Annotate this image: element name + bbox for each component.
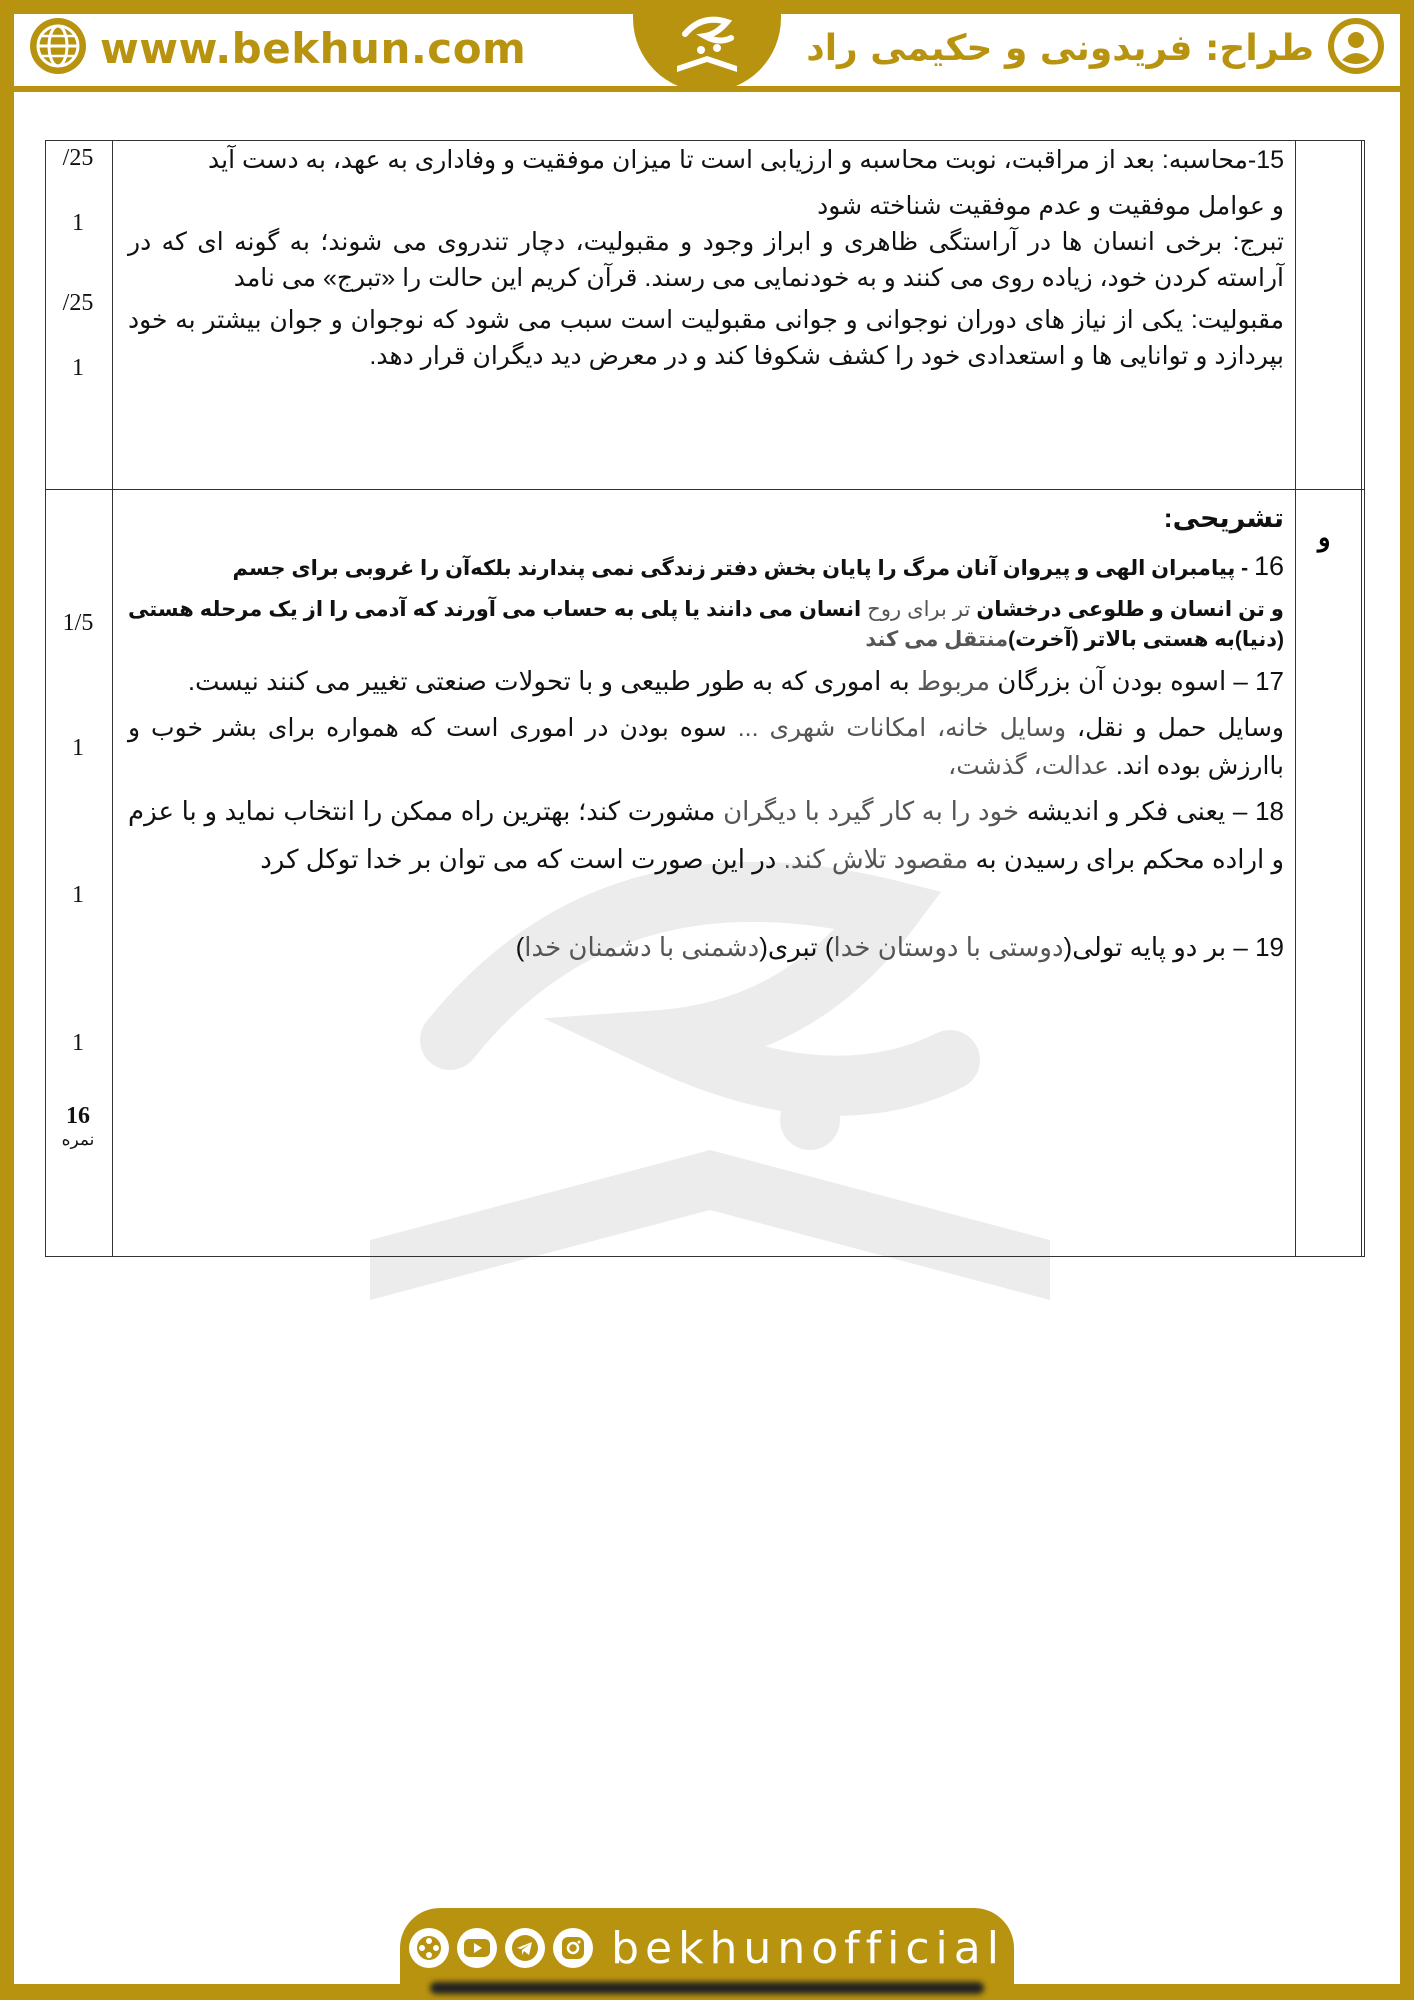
score-q19: 1 [72, 1030, 84, 1056]
q18-text-d: مقصود تلاش کند. [783, 844, 969, 874]
score-column-divider [112, 140, 113, 1256]
aparat-icon[interactable] [409, 1928, 449, 1968]
q18-answer [128, 787, 1284, 883]
score-q16: 1/5 [62, 610, 94, 636]
logo-icon [647, 4, 767, 88]
q16-text-2b: تر برای روح [867, 598, 977, 621]
score-q15: /25 [62, 145, 94, 171]
score-q17: 1 [72, 735, 84, 761]
social-handle[interactable]: bekhunofficial [611, 1922, 1005, 1974]
q19-text-a: 19 – بر دو پایه تولی( [1063, 932, 1284, 962]
q15-line2: و عوامل موفقیت و عدم موفقیت شناخته شود [817, 192, 1284, 220]
q17-text-d: وسایل حمل و نقل، [1066, 714, 1284, 742]
table-border-right [1361, 140, 1362, 1256]
tabarroj-answer: تبرج: برخی انسان ها در آراستگی ظاهری و ابراز وجود و مقبولیت، دچار تندروی می شوند؛ به گونه ای که در آراسته کردن خود، زیاده روی می کنند و به خودنمایی می رسند. قرآن کریم این حالت را «تبرج» می نامد [128, 228, 1284, 292]
table-border-right-double [1364, 140, 1365, 1256]
user-icon [1326, 16, 1386, 81]
youtube-icon[interactable] [457, 1928, 497, 1968]
footer-social [400, 1908, 1014, 1988]
section-a-content [128, 142, 1284, 374]
q17-text-e: وسایل خانه، امکانات شهری ... [737, 714, 1067, 742]
number-column-divider [1295, 140, 1296, 1256]
q18-text-c: مشورت کند؛ بهترین راه ممکن را انتخاب نماید و با عزم و اراده محکم برای رسیدن به [128, 796, 1284, 874]
score-q18: 1 [72, 882, 84, 908]
q16-number: 16 [1253, 551, 1284, 581]
q16-line2 [128, 595, 1284, 655]
q17-line2 [128, 709, 1284, 785]
designer-text: طراح: فریدونی و حکیمی راد [806, 27, 1314, 69]
section-letter: و [1318, 522, 1331, 552]
q17-text-a: 17 – اسوه بودن آن بزرگان [990, 666, 1284, 696]
score-tabarroj-b: /25 [62, 290, 94, 316]
q16-text-2c: انسان می دانند یا پلی به حساب می آورند که آدمی را از یک مرحله هستی (دنیا)به هستی بالاتر (آخرت) [128, 598, 1284, 651]
footer-shadow [430, 1982, 984, 1994]
section-b-content [128, 498, 1284, 967]
header-divider [14, 86, 1400, 92]
q15-line1: 15-محاسبه: بعد از مراقبت، نوبت محاسبه و ارزیابی است تا میزان موفقیت و وفاداری به عهد، به دست آید [208, 146, 1284, 174]
header [0, 0, 1414, 86]
q18-text-e: در این صورت است که می توان بر خدا توکل کرد [260, 844, 784, 874]
q17-text-b: مربوط [917, 666, 991, 696]
q16-text-1: - پیامبران الهی و پیروان آنان مرگ را پایان بخش دفتر زندگی نمی پندارند بلکه‌آن را غروبی برای جسم [232, 557, 1249, 580]
q17-text-g: عدالت، گذشت، [948, 752, 1109, 780]
q17-text-c: به اموری که به طور طبیعی و با تحولات صنعتی تغییر می کنند نیست. [187, 666, 918, 696]
q19-text-c: ) تبری( [759, 932, 834, 962]
designer-info [806, 18, 1386, 78]
score-maqbouliat: 1 [72, 355, 84, 381]
q18-text-b: خود را به کار گیرد با دیگران [723, 796, 1020, 826]
maqbouliat-answer: مقبولیت: یکی از نیاز های دوران نوجوانی و جوانی مقبولیت است سبب می شود که نوجوان و جوان بیشتر به خود بپردازد و توانایی ها و استعدادی خود را کشف شکوفا کند و در معرض دید دیگران قرار دهد. [128, 306, 1284, 370]
telegram-icon[interactable] [505, 1928, 545, 1968]
score-tabarroj-a: 1 [72, 210, 84, 236]
q17-line1 [128, 661, 1284, 701]
site-url: www.bekhun.com [100, 23, 527, 73]
q19-text-b: دوستی با دوستان خدا [833, 932, 1064, 962]
instagram-icon[interactable] [553, 1928, 593, 1968]
section-title: تشریحی: [1163, 503, 1284, 533]
total-score-label: نمره [61, 1130, 95, 1150]
q16-text-2a: و تن انسان و طلوعی درخشان [976, 598, 1284, 621]
q17-text-f: سوه بودن در اموری است که همواره برای بشر خوب و باارزش بوده اند. [128, 714, 1284, 780]
logo [633, 0, 781, 92]
q19-text-d: دشمنی با دشمنان خدا [524, 932, 760, 962]
q18-text-a: 18 – یعنی فکر و اندیشه [1019, 796, 1284, 826]
globe-icon [28, 16, 88, 81]
total-score: 16 [66, 1103, 90, 1129]
q19-answer [128, 927, 1284, 967]
site-link[interactable] [28, 18, 526, 78]
q16-line1 [128, 548, 1284, 587]
q16-text-2d: منتقل می کند [865, 628, 1009, 651]
q19-text-e: ) [515, 932, 525, 962]
